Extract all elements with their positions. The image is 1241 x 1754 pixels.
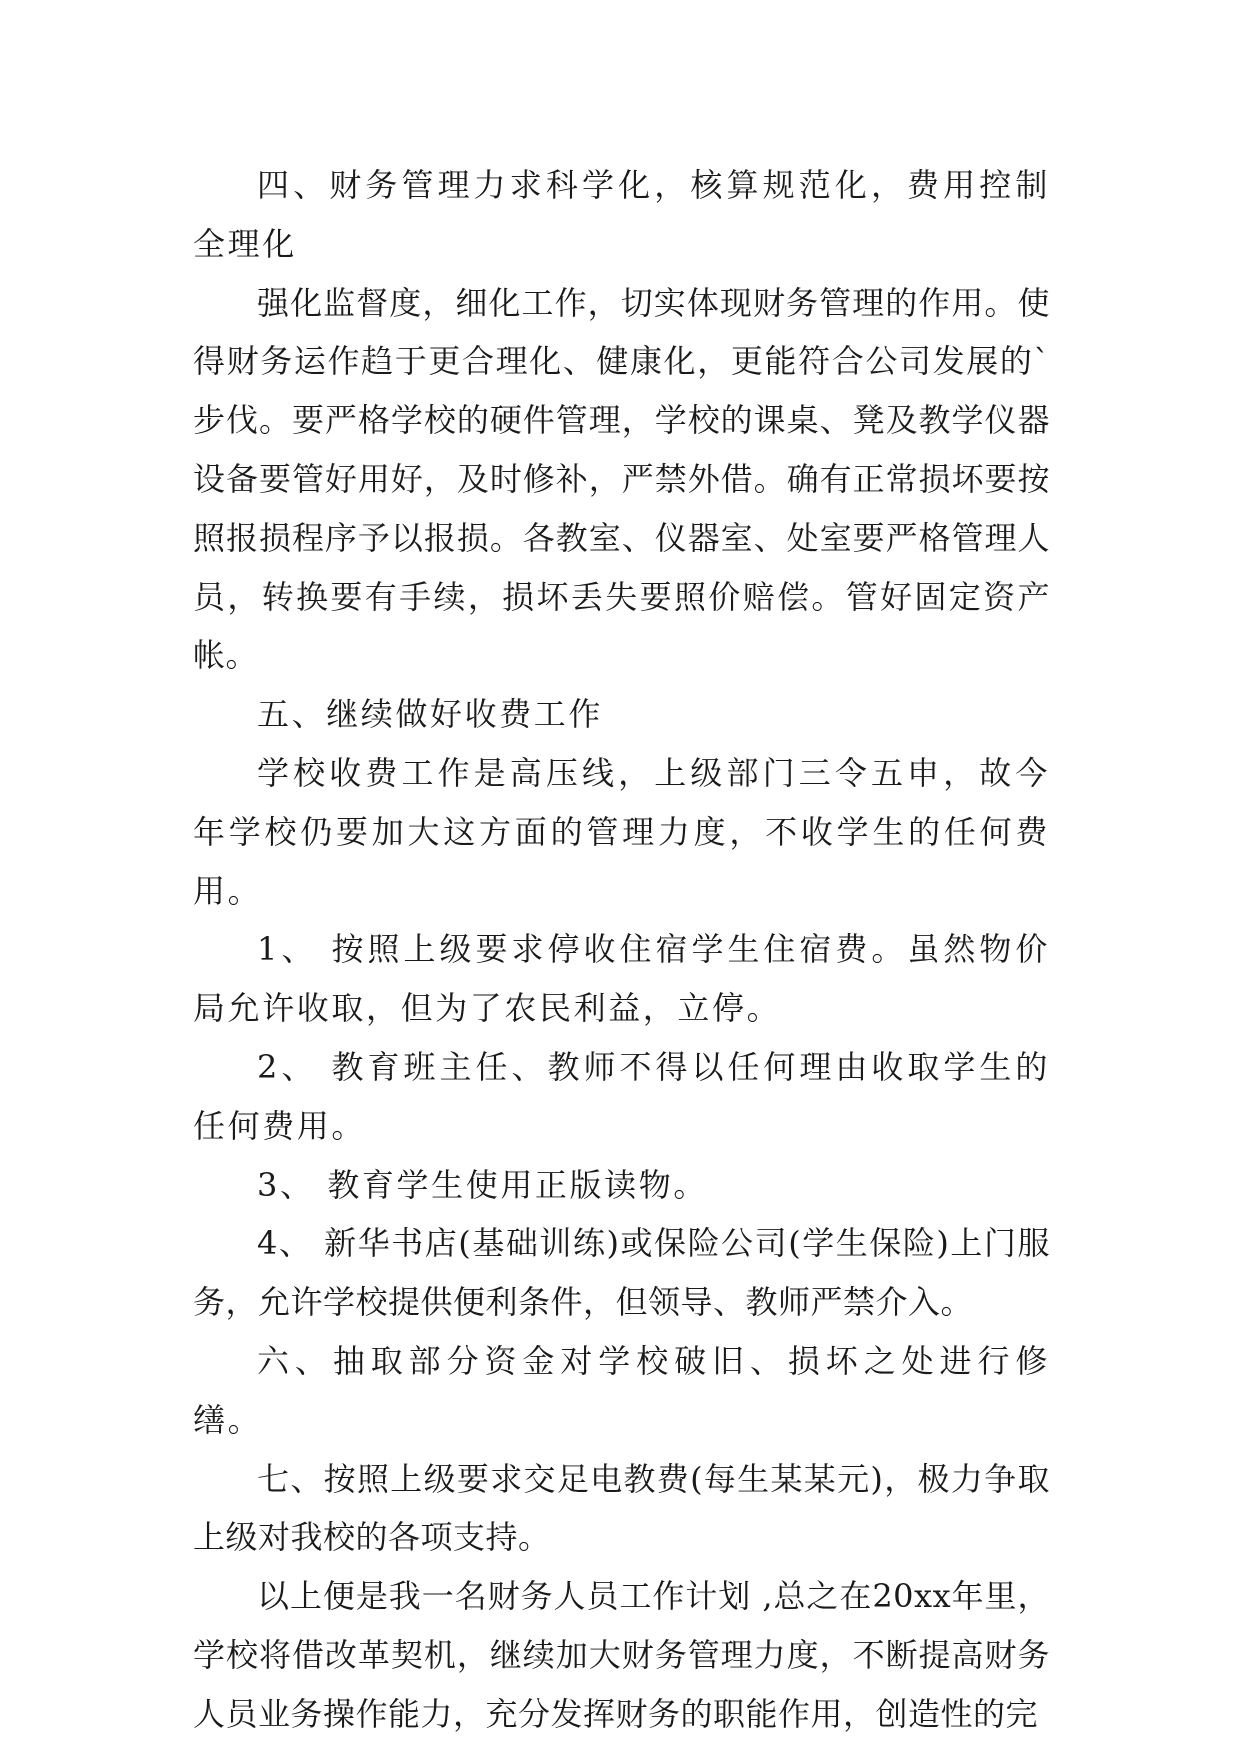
list-item-3: 3、 教育学生使用正版读物。 <box>257 1165 708 1204</box>
list-item-2: 2、 教育班主任、教师不得以任何理由收取学生的任何费用。 <box>193 1047 1050 1145</box>
section-heading-six: 六、抽取部分资金对学校破旧、损坏之处进行修缮。 <box>193 1341 1050 1439</box>
paragraph-supervision: 强化监督度，细化工作，切实体现财务管理的作用。使得财务运作趋于更合理化、健康化，更能符合公司发展的`步伐。要严格学校的硬件管理，学校的课桌、凳及教学仪器设备要管好用好，及时修补，严禁外借。确有正常损坏要按照报损程序予以报损。各教室、仪器室、处室要严格管理人员，转换要有手续，损坏丢失要照价赔偿。管好固定资产帐。 <box>193 283 1050 675</box>
section-heading-four: 四、财务管理力求科学化，核算规范化，费用控制全理化 <box>193 166 1050 263</box>
list-item-1: 1、 按照上级要求停收住宿学生住宿费。虽然物价局允许收取，但为了农民利益，立停。 <box>193 930 1050 1028</box>
section-heading-seven: 七、按照上级要求交足电教费(每生某某元)，极力争取上级对我校的各项支持。 <box>193 1459 1050 1557</box>
paragraph-fee-policy: 学校收费工作是高压线，上级部门三令五申，故今年学校仍要加大这方面的管理力度，不收学生的任何费用。 <box>193 753 1050 910</box>
document-body <box>193 156 1050 1744</box>
list-item-4: 4、 新华书店(基础训练)或保险公司(学生保险)上门服务，允许学校提供便利条件，但领导、教师严禁介入。 <box>193 1224 1050 1322</box>
paragraph-conclusion: 以上便是我一名财务人员工作计划 ,总之在20xx年里，学校将借改革契机，继续加大财务管理力度，不断提高财务人员业务操作能力，充分发挥财务的职能作用，创造性的完 <box>193 1577 1050 1733</box>
section-heading-five: 五、继续做好收费工作 <box>257 695 604 734</box>
